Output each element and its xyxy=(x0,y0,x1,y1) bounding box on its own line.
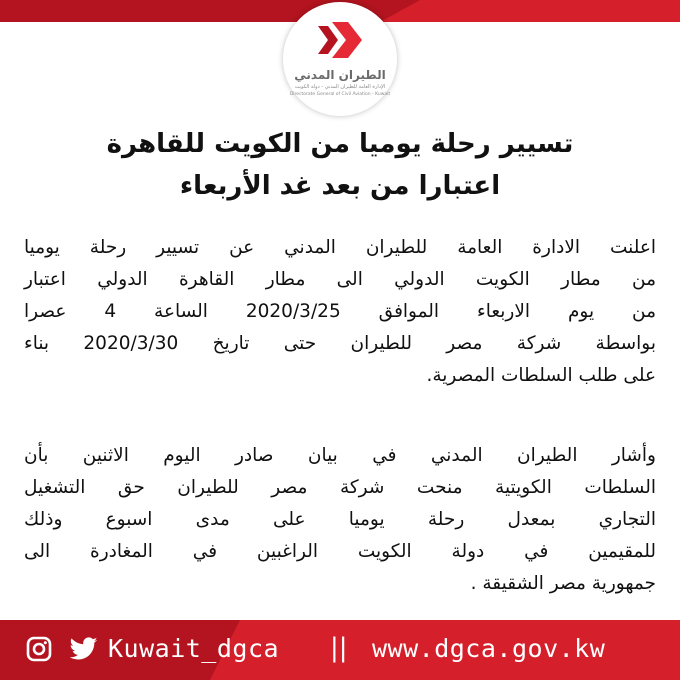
body-line: للمقيمين في دولة الكويت الراغبين في المغادرة الى xyxy=(24,541,656,562)
body-line: من مطار الكويت الدولي الى مطار القاهرة الدولي اعتبار xyxy=(24,269,656,290)
logo-name-arabic: الطيران المدني xyxy=(294,68,386,82)
headline-line-1: تسيير رحلة يوميا من الكويت للقاهرة xyxy=(106,129,574,159)
social-handle-link[interactable]: Kuwait_dgca xyxy=(108,634,280,663)
headline-line-2: اعتبارا من بعد غد الأربعاء xyxy=(179,171,501,201)
logo-subtitle-english: Directorate General of Civil Aviation - Kuwait xyxy=(289,92,391,97)
twitter-icon[interactable] xyxy=(70,637,98,661)
body-line: اعلنت الادارة العامة للطيران المدني عن تسيير رحلة يوميا xyxy=(24,237,656,258)
website-link[interactable]: www.dgca.gov.kw xyxy=(372,634,606,663)
body-line: التجاري بمعدل رحلة يوميا على مدى اسبوع وذلك xyxy=(24,509,656,530)
body-line: على طلب السلطات المصرية. xyxy=(426,365,656,386)
instagram-icon[interactable] xyxy=(26,636,52,662)
body-line: جمهورية مصر الشقيقة . xyxy=(470,573,656,594)
dgca-chevron-logo xyxy=(318,22,362,58)
body-line: السلطات الكويتية منحت شركة مصر للطيران حق التشغيل xyxy=(24,477,656,498)
logo-badge xyxy=(283,2,397,116)
body-line: وأشار الطيران المدني في بيان صادر اليوم الاثنين بأن xyxy=(24,445,656,466)
logo-subtitle-arabic: الإدارة العامة للطيران المدني - دولة الكويت xyxy=(294,84,386,90)
footer-separator: || xyxy=(330,633,348,663)
body-line: من يوم الاربعاء الموافق 2020/3/25 الساعة 4 عصرا xyxy=(24,301,657,322)
body-line: بواسطة شركة مصر للطيران حتى تاريخ 2020/3/30 بناء xyxy=(24,333,656,354)
